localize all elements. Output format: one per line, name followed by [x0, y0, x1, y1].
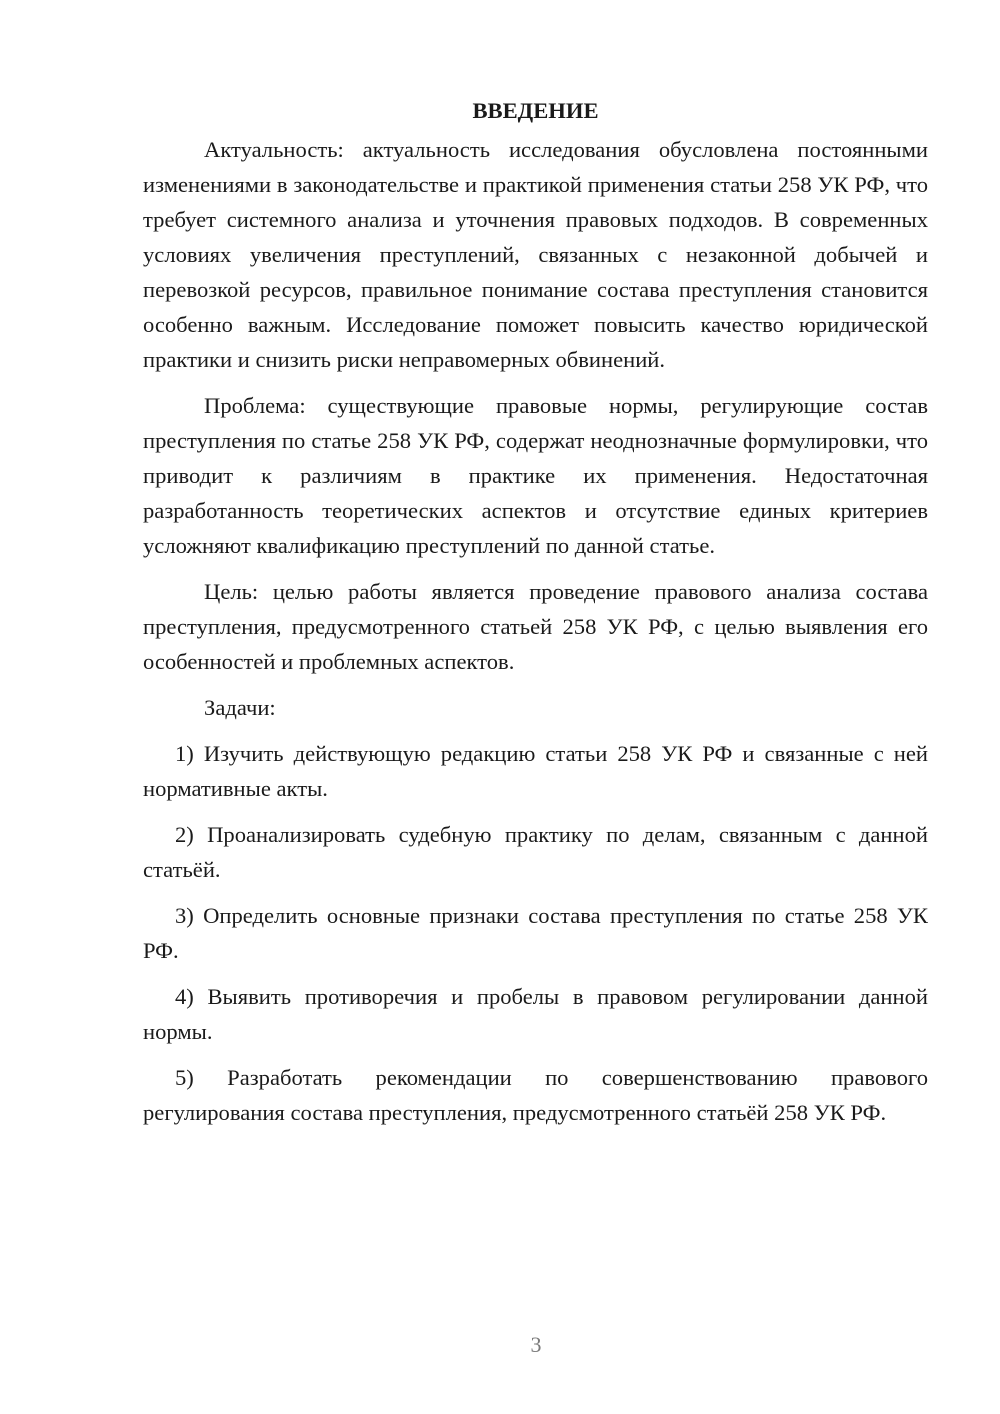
- task-item-4: 4) Выявить противоречия и пробелы в правовом регулировании данной нормы.: [143, 984, 928, 1044]
- task-item-2: 2) Проанализировать судебную практику по делам, связанным с данной статьёй.: [143, 822, 928, 882]
- page-number: 3: [530, 1332, 542, 1357]
- paragraph-goal: Цель: целью работы является проведение правового анализа состава преступления, предусмотренного статьей 258 УК РФ, с целью выявления его особенностей и проблемных аспектов.: [143, 579, 928, 674]
- paragraph-relevance: Актуальность: актуальность исследования обусловлена постоянными изменениями в законодательстве и практикой применения статьи 258 УК РФ, что требует системного анализа и уточнения правовых подходов. В современных условиях увеличения преступлений, связанных с незаконной добычей и перевозкой ресурсов, правильное понимание состава преступления становится особенно важным. Исследование поможет повысить качество юридической практики и снизить риски неправомерных обвинений.: [143, 137, 928, 372]
- section-heading: ВВЕДЕНИЕ: [472, 98, 599, 123]
- document-body: [143, 96, 928, 1141]
- tasks-label: Задачи:: [204, 695, 276, 720]
- paragraph-problem: Проблема: существующие правовые нормы, регулирующие состав преступления по статье 258 УК РФ, содержат неоднозначные формулировки, что приводит к различиям в практике их применения. Недостаточная разработанность теоретических аспектов и отсутствие единых критериев усложняют квалификацию преступлений по данной статье.: [143, 393, 928, 558]
- task-item-5: 5) Разработать рекомендации по совершенствованию правового регулирования состава преступления, предусмотренного статьёй 258 УК РФ.: [143, 1065, 928, 1125]
- task-item-3: 3) Определить основные признаки состава преступления по статье 258 УК РФ.: [143, 903, 928, 963]
- task-item-1: 1) Изучить действующую редакцию статьи 258 УК РФ и связанные с ней нормативные акты.: [143, 741, 928, 801]
